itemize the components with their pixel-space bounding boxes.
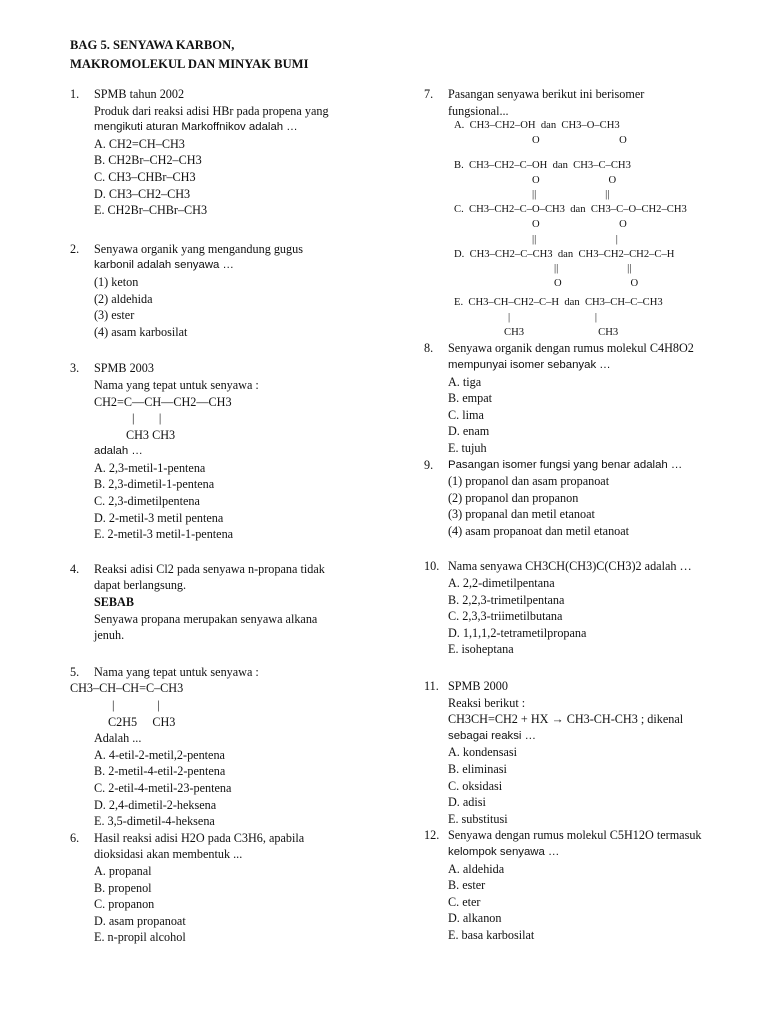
answer-option[interactable]: C. 2,3-dimetilpentena xyxy=(94,494,200,509)
page-title xyxy=(70,36,308,74)
answer-option[interactable]: C. CH3–CHBr–CH3 xyxy=(94,169,196,184)
question-number: 8. xyxy=(424,341,434,356)
question-text: SPMB 2003 xyxy=(94,361,154,376)
answer-option[interactable]: E. tujuh xyxy=(448,440,487,455)
question-text: Reaksi berikut : xyxy=(448,695,526,710)
option-a-formula[interactable]: A. CH3–CH2–OH dan CH3–O–CH3 xyxy=(454,120,620,132)
question-11 xyxy=(424,678,754,827)
structural-formula: CH3–CH–CH=C–CH3 xyxy=(70,681,184,696)
question-text: Nama senyawa CH3CH(CH3)C(CH3)2 adalah … xyxy=(448,559,692,574)
answer-option[interactable]: D. CH3–CH2–CH3 xyxy=(94,186,191,201)
option-a-oxygen: O O xyxy=(532,134,627,146)
answer-option[interactable]: E. 3,5-dimetil-4-heksena xyxy=(94,814,215,829)
option-e-formula[interactable]: E. CH3–CH–CH2–C–H dan CH3–CH–C–CH3 xyxy=(454,296,663,308)
answer-option[interactable]: A. 2,2-dimetilpentana xyxy=(448,576,555,591)
right-column xyxy=(424,86,754,944)
question-number: 11. xyxy=(424,679,439,694)
answer-option[interactable]: E. n-propil alcohol xyxy=(94,930,186,945)
formula-substituents: CH3 CH3 xyxy=(126,427,176,442)
question-text: kelompok senyawa … xyxy=(448,845,560,858)
answer-option[interactable]: C. eter xyxy=(448,894,481,909)
answer-option[interactable]: B. CH2Br–CH2–CH3 xyxy=(94,153,202,168)
title-line-2: MAKROMOLEKUL DAN MINYAK BUMI xyxy=(70,57,309,71)
question-6 xyxy=(70,830,400,946)
question-text: Adalah ... xyxy=(94,731,142,746)
question-2 xyxy=(70,241,400,341)
answer-option[interactable]: B. eliminasi xyxy=(448,762,507,776)
option-e-bonds: | | xyxy=(508,311,597,323)
answer-option[interactable]: D. enam xyxy=(448,424,490,439)
answer-option[interactable]: D. asam propanoat xyxy=(94,913,186,928)
answer-option[interactable]: C. propanon xyxy=(94,897,155,912)
formula-bonds: | | xyxy=(112,698,160,712)
option-b-oxygen: O O xyxy=(532,174,617,186)
answer-option[interactable]: (1) propanol dan asam propanoat xyxy=(448,474,610,489)
answer-option[interactable]: C. 2,3,3-triimetilbutana xyxy=(448,609,563,624)
question-text: Senyawa dengan rumus molekul C5H12O termasuk xyxy=(448,828,702,843)
option-c-formula[interactable]: C. CH3–CH2–C–O–CH3 dan CH3–C–O–CH2–CH3 xyxy=(454,204,687,216)
question-8 xyxy=(424,340,754,456)
question-number: 12. xyxy=(424,828,440,843)
question-text: adalah … xyxy=(94,445,143,458)
answer-option[interactable]: D. 2,4-dimetil-2-heksena xyxy=(94,797,217,812)
option-b-formula[interactable]: B. CH3–CH2–C–OH dan CH3–C–CH3 xyxy=(454,159,631,171)
question-4 xyxy=(70,561,400,644)
question-text: dapat berlangsung. xyxy=(94,578,187,593)
question-text: Nama yang tepat untuk senyawa : xyxy=(94,377,259,392)
answer-option[interactable]: C. 2-etil-4-metil-23-pentena xyxy=(94,780,232,795)
question-text: fungsional... xyxy=(448,103,509,118)
answer-option[interactable]: A. CH2=CH–CH3 xyxy=(94,136,185,151)
answer-option[interactable]: C. lima xyxy=(448,407,484,422)
question-text: sebagai reaksi … xyxy=(448,729,537,742)
sebab-label: SEBAB xyxy=(94,595,134,610)
question-number: 2. xyxy=(70,241,80,256)
answer-option[interactable]: (1) keton xyxy=(94,274,139,289)
question-number: 7. xyxy=(424,87,434,101)
question-number: 6. xyxy=(70,830,80,845)
option-d-formula[interactable]: D. CH3–CH2–C–CH3 dan CH3–CH2–CH2–C–H xyxy=(454,248,675,260)
answer-option[interactable]: A. kondensasi xyxy=(448,745,518,760)
answer-option[interactable]: (3) ester xyxy=(94,308,135,323)
answer-option[interactable]: A. propanal xyxy=(94,863,152,878)
answer-option[interactable]: D. adisi xyxy=(448,795,486,810)
question-text: SPMB 2000 xyxy=(448,679,508,694)
answer-option[interactable]: C. oksidasi xyxy=(448,778,503,793)
option-d-oxygen: O O xyxy=(554,278,639,290)
question-10 xyxy=(424,558,754,658)
question-number: 9. xyxy=(424,457,434,472)
question-text: jenuh. xyxy=(94,628,125,643)
option-d-bonds: || || xyxy=(554,263,632,275)
question-text: mengikuti aturan Markoffnikov adalah … xyxy=(94,121,298,134)
answer-option[interactable]: B. ester xyxy=(448,878,486,893)
answer-option[interactable]: E. 2-metil-3 metil-1-pentena xyxy=(94,527,234,542)
question-7 xyxy=(424,86,754,340)
left-column xyxy=(70,86,400,946)
formula-bonds: | | xyxy=(132,411,162,426)
answer-option[interactable]: (4) asam propanoat dan metil etanoat xyxy=(448,523,630,538)
title-line-1: BAG 5. SENYAWA KARBON, xyxy=(70,38,235,52)
question-12 xyxy=(424,827,754,943)
answer-option[interactable]: (2) aldehida xyxy=(94,291,153,306)
question-text: Reaksi adisi Cl2 pada senyawa n-propana tidak xyxy=(94,561,325,576)
answer-option[interactable]: A. aldehida xyxy=(448,861,505,876)
question-text: Hasil reaksi adisi H2O pada C3H6, apabila xyxy=(94,830,305,845)
question-number: 10. xyxy=(424,559,440,574)
answer-option[interactable]: (3) propanal dan metil etanoat xyxy=(448,507,595,522)
question-text: Senyawa propana merupakan senyawa alkana xyxy=(94,611,318,626)
answer-option[interactable]: D. 1,1,1,2-tetrametilpropana xyxy=(448,625,587,640)
answer-option[interactable]: D. alkanon xyxy=(448,911,502,926)
answer-option[interactable]: A. tiga xyxy=(448,374,482,389)
question-text: Senyawa organik dengan rumus molekul C4H8O2 xyxy=(448,341,694,356)
option-e-methyl: CH3 CH3 xyxy=(504,326,619,338)
option-c-bonds: || | xyxy=(532,233,618,245)
question-9 xyxy=(424,457,754,540)
answer-option[interactable]: B. empat xyxy=(448,391,493,406)
option-b-bonds: || || xyxy=(532,189,610,201)
question-3 xyxy=(70,360,400,543)
question-1 xyxy=(70,86,400,219)
answer-option[interactable]: E. basa karbosilat xyxy=(448,927,535,942)
answer-option[interactable]: E. CH2Br–CHBr–CH3 xyxy=(94,203,208,218)
answer-option[interactable]: B. 2,2,3-trimetilpentana xyxy=(448,592,565,607)
answer-option[interactable]: B. propenol xyxy=(94,880,152,895)
question-text: Pasangan isomer fungsi yang benar adalah … xyxy=(448,458,683,471)
question-number: 3. xyxy=(70,361,80,376)
answer-option[interactable]: A. 2,3-metil-1-pentena xyxy=(94,460,206,475)
answer-option[interactable]: B. 2,3-dimetil-1-pentena xyxy=(94,477,215,492)
question-text: Nama yang tepat untuk senyawa : xyxy=(94,664,259,679)
question-text: karbonil adalah senyawa … xyxy=(94,259,234,272)
answer-option[interactable]: A. 4-etil-2-metil,2-pentena xyxy=(94,747,225,762)
question-text: CH3CH=CH2 + HX → CH3-CH-CH3 ; dikenal xyxy=(448,712,684,727)
answer-option[interactable]: D. 2-metil-3 metil pentena xyxy=(94,510,224,525)
question-text: Pasangan senyawa berikut ini berisomer xyxy=(448,87,645,101)
answer-option[interactable]: E. substitusi xyxy=(448,811,508,826)
answer-option[interactable]: (2) propanol dan propanon xyxy=(448,490,579,505)
answer-option[interactable]: E. isoheptana xyxy=(448,642,514,657)
question-text: Produk dari reaksi adisi HBr pada propena yang xyxy=(94,103,329,118)
formula-substituents: C2H5 CH3 xyxy=(108,714,176,729)
question-text: mempunyai isomer sebanyak … xyxy=(448,358,611,371)
question-text: SPMB tahun 2002 xyxy=(94,87,185,101)
option-c-oxygen: O O xyxy=(532,218,627,230)
answer-option[interactable]: (4) asam karbosilat xyxy=(94,324,188,339)
question-5 xyxy=(70,664,400,830)
structural-formula: CH2=C—CH—CH2—CH3 xyxy=(94,394,232,409)
question-text: Senyawa organik yang mengandung gugus xyxy=(94,241,303,256)
answer-option[interactable]: B. 2-metil-4-etil-2-pentena xyxy=(94,764,226,779)
question-text: dioksidasi akan membentuk ... xyxy=(94,847,243,862)
question-number: 1. xyxy=(70,87,80,101)
question-number: 4. xyxy=(70,561,80,576)
question-number: 5. xyxy=(70,664,80,679)
